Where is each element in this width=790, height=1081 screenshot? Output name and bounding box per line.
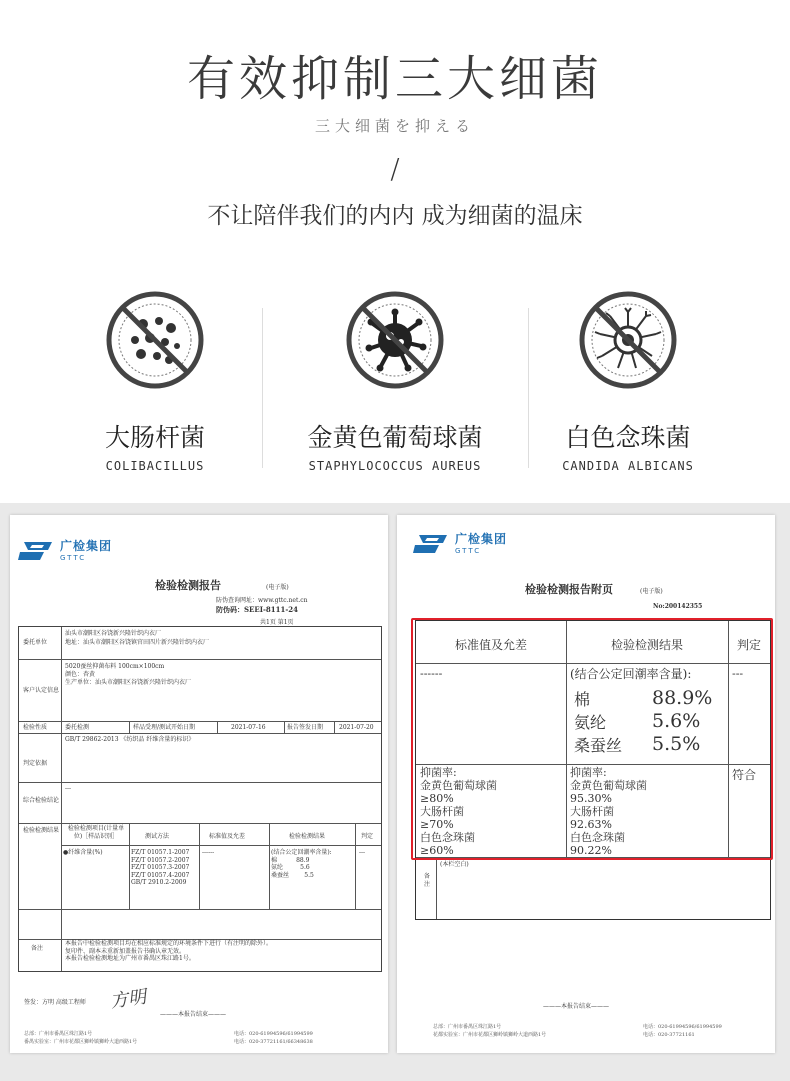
fiber-name: 棉 (574, 690, 591, 709)
fiber-value: 5.6% (652, 710, 701, 732)
col-result: 检验检测结果 (289, 833, 326, 840)
remark-value: 本报告中检验检测项目均在相应标准规定的环境条件下进行（有注明的除外）。 复印件、副本未重新加盖报告书确认章无效。 本报告检验检测地址为广州市番禺区珠江路1号。 (65, 940, 273, 962)
inspection-report-page (10, 515, 388, 1053)
report-end: ———本报告结束——— (543, 1003, 610, 1010)
candida-prohibited-icon (578, 290, 678, 390)
basis-value: GB/T 29862-2013 《纺织品 纤维含量的标识》 (65, 736, 195, 743)
page-subtitle: 三大细菌を抑える (314, 117, 475, 135)
client-value: 汕头市潮阳区谷饶新兴隆针织内衣厂 (65, 630, 162, 637)
r1-result-title: (结合公定回潮率含量): (570, 667, 692, 681)
client-address: 地址：汕头市潮阳区谷饶镇官田四片新兴隆针织内衣厂 (65, 639, 210, 646)
fiber-value: 88.9% (652, 687, 713, 709)
fiber-name: 桑蚕丝 (574, 736, 623, 755)
remark-label: 备注 (31, 945, 44, 952)
slash-divider: / (390, 152, 400, 185)
client-label: 委托单位 (23, 639, 48, 646)
report-end: ———本报告结束——— (160, 1011, 227, 1018)
bacteria-name-en: COLIBACILLUS (105, 459, 205, 473)
issue-label: 报告签发日期 (287, 724, 324, 731)
page-title: 有效抑制三大细菌 (186, 51, 603, 107)
fiber-value: 5.5% (652, 733, 701, 755)
sample-line3: 生产单位：汕头市潮阳区谷饶新兴隆针织内衣厂 (65, 679, 192, 686)
report-title: 检验检测报告附页 (525, 583, 613, 596)
logo-text-en: GTTC (60, 554, 87, 562)
bacteria-name-cn: 大肠杆菌 (104, 423, 205, 452)
header-judge: 判定 (736, 638, 761, 652)
report-number: No:200142355 (653, 603, 703, 610)
sample-line2: 颜色：杏黄 (65, 671, 96, 678)
bacteria-name-en: CANDIDA ALBICANS (562, 459, 694, 473)
date-value: 2021-07-16 (231, 724, 266, 731)
conclusion-label: 综合检验结论 (22, 797, 59, 804)
logo-text-cn: 广检集团 (60, 539, 113, 553)
footer-address: 番禺实验室：广州市花都区狮岭镇狮岭大道西路1号 (24, 1039, 138, 1045)
gttc-logo (413, 532, 507, 556)
col-item: 检验检测项目(计量单位)［样品识别］ (67, 825, 125, 840)
report-edition: (电子版) (640, 588, 663, 595)
footer-address: 总部：广州市番禺区珠江路1号 (24, 1031, 93, 1037)
gttc-logo (18, 539, 112, 563)
result-label: 检验检测结果 (22, 827, 59, 834)
inspection-report-appendix-page (397, 515, 775, 1053)
footer-address: 总部：广州市番禺区珠江路1号 (433, 1024, 502, 1030)
tagline: 不让陪伴我们的内内 成为细菌的温床 (207, 203, 583, 229)
fiber-name: 氨纶 (574, 713, 607, 732)
sample-line1: 5020蚕丝抑菌布料 100cm×100cm (65, 663, 165, 670)
footer-address: 花都实验室：广州市花都区狮岭镇狮岭大道西路1号 (433, 1032, 547, 1038)
r2-result: 抑菌率: 金黄色葡萄球菌 95.30% 大肠杆菌 92.63% 白色念珠菌 90.22% (570, 766, 647, 857)
row-result: (结合公定回潮率含量): 棉 88.9 氨纶 5.6 桑蚕丝 5.5 (271, 849, 332, 879)
remark-value: (本栏空白) (440, 861, 469, 868)
basis-label: 判定依据 (23, 760, 48, 767)
bacteria-item-candida (528, 290, 728, 473)
col-method: 测试方法 (145, 833, 170, 840)
highlight-box (411, 618, 773, 860)
page-count: 共1页 第1页 (260, 619, 294, 626)
header-result: 检验检测结果 (610, 638, 683, 652)
r2-standard: 抑菌率: 金黄色葡萄球菌 ≥80% 大肠杆菌 ≥70% 白色念珠菌 ≥60% (420, 766, 497, 857)
r2-judge: 符合 (732, 768, 757, 782)
handwritten-signature: 方明 (108, 986, 148, 1013)
header-standard: 标准值及允差 (454, 638, 527, 652)
date-label: 样品受理/测试开始日期 (133, 724, 196, 731)
footer-phone: 电话：020-37721161/66348638 (234, 1039, 313, 1045)
nature-label: 检验性质 (23, 724, 48, 731)
issue-value: 2021-07-20 (339, 724, 374, 731)
footer-phone: 电话：020-61994596/61994599 (643, 1024, 722, 1030)
sample-label: 客户认定信息 (22, 687, 59, 694)
row-judge: --- (359, 849, 366, 856)
signer: 签发：方明 高级工程师 (24, 999, 86, 1006)
divider (262, 308, 263, 468)
row-methods: FZ/T 01057.1-2007 FZ/T 01057.2-2007 FZ/T 01057.3-2007 FZ/T 01057.4-2007 GB/T 2910.2-2009 (131, 849, 190, 886)
report-images-area (0, 503, 790, 1081)
nature-value: 委托检测 (65, 724, 90, 731)
r1-standard: ------ (420, 667, 443, 680)
bacteria-name-en: STAPHYLOCOCCUS AUREUS (308, 459, 482, 473)
col-standard: 标准值及允差 (209, 833, 246, 840)
anti-fake-code: 防伪码：SEEI-8111-24 (216, 605, 299, 614)
logo-text-cn: 广检集团 (455, 532, 508, 546)
staphylococcus-prohibited-icon (345, 290, 445, 390)
row-item: ●纤维含量(%) (63, 849, 103, 856)
conclusion-value: --- (65, 785, 72, 792)
col-judge: 判定 (361, 833, 374, 840)
query-site: 防伪查询网址：www.gttc.net.cn (216, 597, 308, 604)
report-title: 检验检测报告 (155, 579, 221, 592)
logo-text-en: GTTC (455, 547, 482, 555)
gttc-logo-icon (413, 532, 449, 556)
bacteria-name-cn: 金黄色葡萄球菌 (307, 423, 483, 452)
report-table (18, 626, 382, 972)
bacteria-name-cn: 白色念珠菌 (565, 423, 691, 452)
report-edition: (电子版) (266, 584, 289, 591)
footer-phone: 电话：020-37721161 (643, 1032, 695, 1038)
gttc-logo-icon (18, 539, 54, 563)
bacteria-item-colibacillus (55, 290, 255, 473)
bacteria-item-staphylococcus (295, 290, 495, 473)
colibacillus-prohibited-icon (105, 290, 205, 390)
r1-judge: --- (732, 667, 744, 680)
footer-phone: 电话：020-61994596/61994599 (234, 1031, 313, 1037)
row-standard: ------ (202, 849, 215, 856)
remark-label: 备注 (423, 873, 430, 888)
